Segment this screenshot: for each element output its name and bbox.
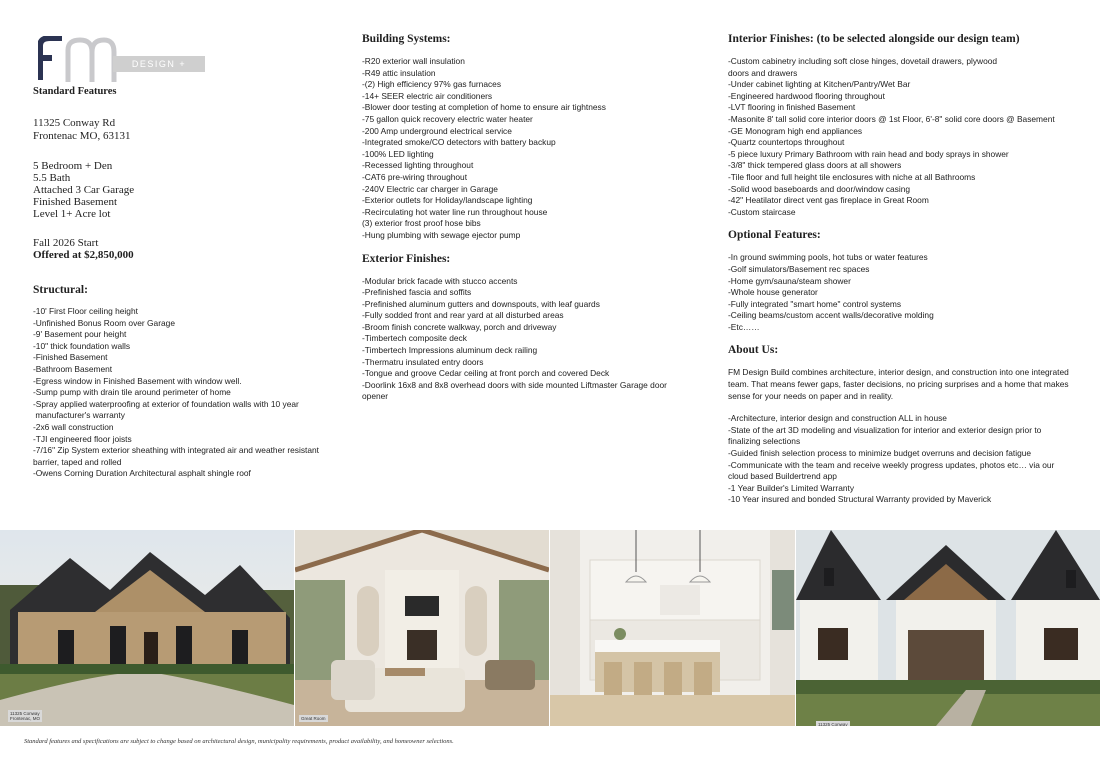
list-item: -R20 exterior wall insulation xyxy=(362,56,465,66)
list-item: -Masonite 8' tall solid core interior doors @ 1st Floor, 6'-8" solid core doors @ Basement xyxy=(728,113,1055,124)
list-item: -Recessed lighting throughout xyxy=(362,160,474,171)
about-list xyxy=(728,413,1073,506)
photo-rear-exterior xyxy=(796,530,1100,726)
list-item: -Fully integrated "smart home" control systems xyxy=(728,298,902,309)
list-item: -3/8" thick tempered glass doors at all showers xyxy=(728,160,902,171)
list-item: -GE Monogram high end appliances xyxy=(728,125,863,136)
list-item: -Blower door testing at completion of home to ensure air tightness xyxy=(362,102,606,113)
list-item: -10 Year insured and bonded Structural Warranty provided by Maverick xyxy=(728,494,992,505)
address-line2: Frontenac MO, 63131 xyxy=(33,130,131,142)
list-item: -(2) High efficiency 97% gas furnaces xyxy=(362,79,502,90)
building-systems-title: Building Systems: xyxy=(362,33,451,45)
list-item: -9' Basement pour height xyxy=(33,329,127,340)
photo-caption: Great Room xyxy=(301,716,326,721)
list-item: -Timbertech composite deck xyxy=(362,333,467,344)
fact-bedrooms: 5 Bedroom + Den xyxy=(33,160,113,172)
list-item: (3) exterior frost proof hose bibs xyxy=(362,218,481,229)
photo-great-room xyxy=(295,530,549,726)
list-item: -Etc…… xyxy=(728,321,760,332)
list-item: -Solid wood baseboards and door/window casing xyxy=(728,183,911,194)
optional-features-list xyxy=(728,252,1073,333)
list-item: -Broom finish concrete walkway, porch and driveway xyxy=(362,321,557,332)
list-item: -Exterior outlets for Holiday/landscape lighting xyxy=(362,195,533,206)
list-item: -200 Amp underground electrical service xyxy=(362,125,512,136)
list-item: -Recirculating hot water line run throughout house xyxy=(362,206,548,217)
column-right xyxy=(728,32,1073,506)
list-item: -Unfinished Bonus Room over Garage xyxy=(33,317,175,328)
list-item: -1 Year Builder's Limited Warranty xyxy=(728,482,855,493)
list-item: -Tile floor and full height tile enclosures with niche at all Bathrooms xyxy=(728,171,976,182)
fact-baths: 5.5 Bath xyxy=(33,172,71,184)
fact-lot: Level 1+ Acre lot xyxy=(33,208,111,220)
home-facts xyxy=(33,160,338,220)
list-item: -Golf simulators/Basement rec spaces xyxy=(728,263,870,274)
list-item: -Tongue and groove Cedar ceiling at front porch and covered Deck xyxy=(362,368,610,379)
list-item: -Integrated smoke/CO detectors with battery backup xyxy=(362,137,556,148)
list-item: -10' First Floor ceiling height xyxy=(33,306,138,316)
structural-list xyxy=(33,306,338,480)
list-item: -Guided finish selection process to minimize budget overruns and decision fatigue xyxy=(728,448,1032,459)
exterior-finishes-title: Exterior Finishes: xyxy=(362,252,451,265)
list-item: -Finished Basement xyxy=(33,352,108,363)
list-item: -Owens Corning Duration Architectural asphalt shingle roof xyxy=(33,468,251,479)
interior-finishes-title: Interior Finishes: (to be selected alongside our design team) xyxy=(728,33,1020,45)
list-item: -100% LED lighting xyxy=(362,148,434,159)
list-item: -14+ SEER electric air conditioners xyxy=(362,90,493,101)
list-item: -75 gallon quick recovery electric water heater xyxy=(362,113,533,124)
list-item: -Egress window in Finished Basement with window well. xyxy=(33,375,242,386)
building-systems-list xyxy=(362,56,697,242)
list-item: -2x6 wall construction xyxy=(33,421,114,432)
structural-title: Structural: xyxy=(33,284,88,296)
list-item: -Timbertech Impressions aluminum deck railing xyxy=(362,345,538,356)
list-item: -Home gym/sauna/steam shower xyxy=(728,275,851,286)
exterior-finishes-list xyxy=(362,276,697,404)
list-item: -Thermatru insulated entry doors xyxy=(362,356,484,367)
photo-caption: 11325 Conway Frontenac, MO xyxy=(10,711,41,721)
list-item: -Custom staircase xyxy=(728,206,796,217)
list-item: -10" thick foundation walls xyxy=(33,340,131,351)
start-date: Fall 2026 Start xyxy=(33,237,99,249)
optional-features-title: Optional Features: xyxy=(728,229,821,242)
list-item: -Bathroom Basement xyxy=(33,363,113,374)
address-line1: 11325 Conway Rd xyxy=(33,117,116,129)
list-item: -Fully sodded front and rear yard at all disturbed areas xyxy=(362,310,564,321)
interior-finishes-list xyxy=(728,56,1073,218)
photo-caption: 11325 Conway xyxy=(818,722,848,726)
column-middle xyxy=(362,32,697,403)
list-item: -Architecture, interior design and construction ALL in house xyxy=(728,413,947,424)
list-item: -7/16" Zip System exterior sheathing with integrated air and weather resistant barrier, taped and rolled xyxy=(33,445,320,467)
list-item: -Sump pump with drain tile around perimeter of home xyxy=(33,387,231,398)
about-intro: FM Design Build combines architecture, interior design, and construction into one integrated team. That means fewer gaps, faster decisions, no pricing surprises and a home that makes sense for your needs on paper and in reality. xyxy=(728,367,1069,401)
list-item: -Whole house generator xyxy=(728,287,818,298)
list-item: -Custom cabinetry including soft close hinges, dovetail drawers, plywood doors and drawers xyxy=(728,56,998,78)
list-item: -Under cabinet lighting at Kitchen/Pantry/Wet Bar xyxy=(728,79,911,90)
list-item: -Spray applied waterproofing at exterior of foundation walls with 10 year manufacturer's warranty xyxy=(33,398,299,421)
list-item: -State of the art 3D modeling and visualization for interior and exterior design prior to finalizing selections xyxy=(728,424,1042,447)
price: Offered at $2,850,000 xyxy=(33,249,134,261)
list-item: -Quartz countertops throughout xyxy=(728,137,845,148)
list-item: -Prefinished aluminum gutters and downspouts, with leaf guards xyxy=(362,298,600,309)
about-title: About Us: xyxy=(728,344,779,357)
list-item: -Hung plumbing with sewage ejector pump xyxy=(362,229,521,240)
fact-garage: Attached 3 Car Garage xyxy=(33,184,135,196)
logo-tagline: DESIGN + BUILD xyxy=(113,56,205,72)
list-item: -CAT6 pre-wiring throughout xyxy=(362,171,468,182)
column-left xyxy=(33,86,338,480)
list-item: -Prefinished fascia and soffits xyxy=(362,287,472,298)
list-item: -Communicate with the team and receive weekly progress updates, photos etc… via our cloud based Buildertrend app xyxy=(728,459,1055,482)
disclaimer: Standard features and specifications are subject to change based on architectural design, municipality requirements, product availability, and homeowner selections. xyxy=(24,738,454,745)
photo-strip xyxy=(0,530,1100,726)
list-item: -42" Heatilator direct vent gas fireplace in Great Room xyxy=(728,195,929,206)
list-item: -R49 attic insulation xyxy=(362,67,436,78)
list-item: -TJI engineered floor joists xyxy=(33,433,132,444)
list-item: -In ground swimming pools, hot tubs or water features xyxy=(728,252,928,263)
list-item: -Ceiling beams/custom accent walls/decorative molding xyxy=(728,310,934,321)
standard-features-title: Standard Features xyxy=(33,86,117,97)
list-item: -Modular brick facade with stucco accents xyxy=(362,275,518,286)
photo-front-exterior xyxy=(0,530,294,726)
list-item: -Doorlink 16x8 and 8x8 overhead doors with side mounted Liftmaster Garage door opener xyxy=(362,379,667,402)
list-item: -240V Electric car charger in Garage xyxy=(362,183,498,194)
fact-basement: Finished Basement xyxy=(33,196,118,208)
photo-kitchen xyxy=(550,530,795,726)
list-item: -Engineered hardwood flooring throughout xyxy=(728,90,885,101)
list-item: -LVT flooring in finished Basement xyxy=(728,102,856,113)
list-item: -5 piece luxury Primary Bathroom with rain head and body sprays in shower xyxy=(728,148,1009,159)
